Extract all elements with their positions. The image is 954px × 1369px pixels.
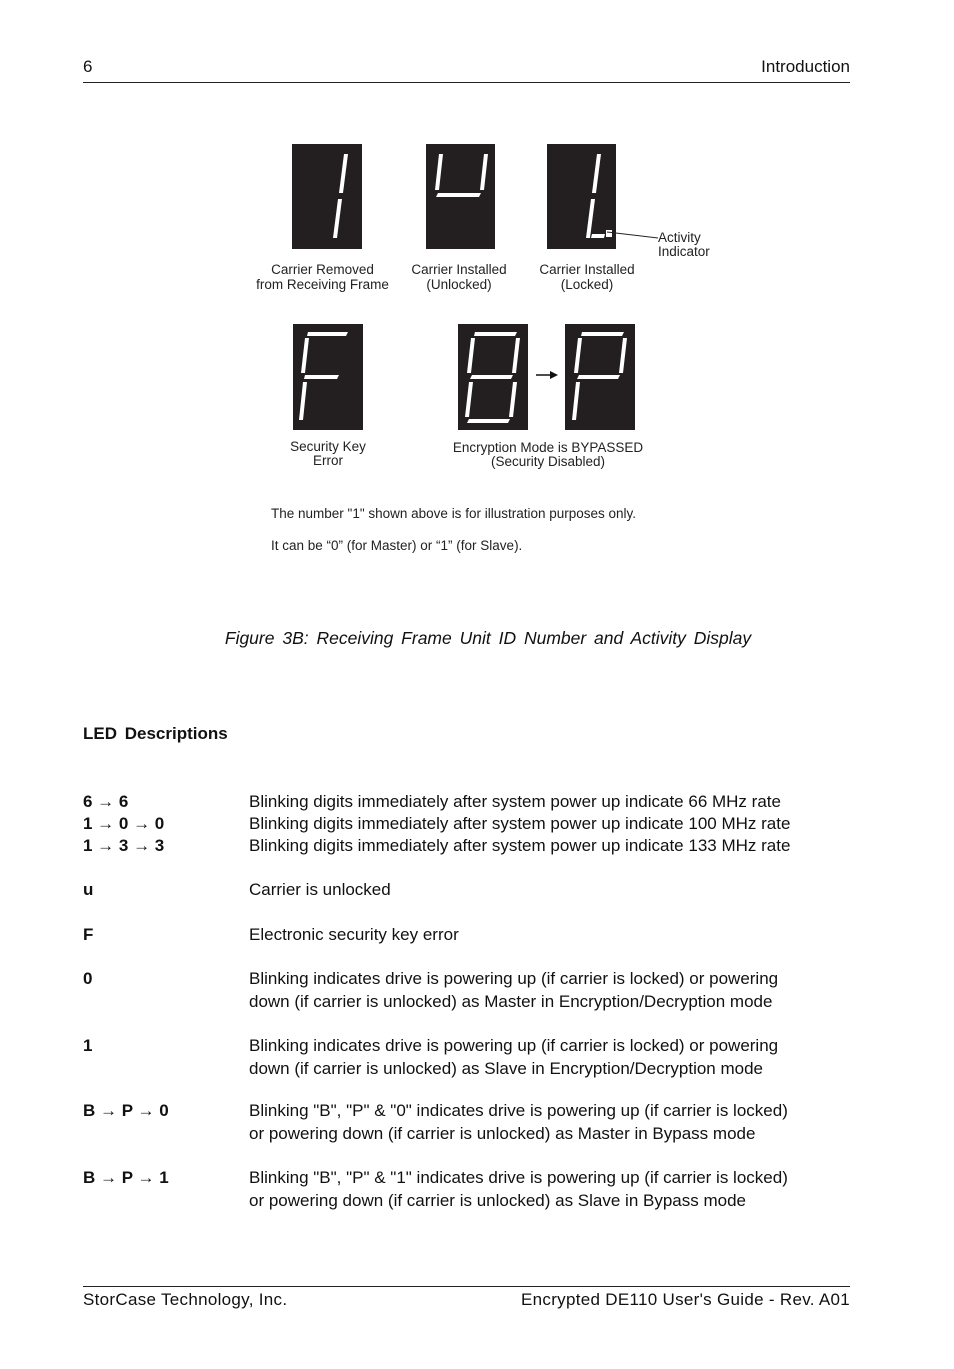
led-description: Blinking "B", "P" & "1" indicates drive is powering up (if carrier is locked) or powering down (if carrier is unlocked) as Slave in Bypass mode	[249, 1168, 788, 1210]
led-description: Blinking digits immediately after system power up indicate 133 MHz rate	[249, 836, 791, 855]
header-section-title: Introduction	[761, 57, 850, 76]
seven-segment-b-glyph	[458, 324, 528, 430]
led-code: 0	[83, 969, 93, 988]
led-description: Carrier is unlocked	[249, 880, 391, 899]
page-number: 6	[83, 57, 93, 76]
seven-segment-1-glyph	[292, 144, 362, 249]
led-display-carrier-unlocked	[426, 144, 495, 249]
led-code: u	[83, 880, 94, 899]
arrow-right-icon	[534, 368, 560, 382]
activity-indicator-label: Activity Indicator	[658, 230, 710, 259]
led-code: 1 → 3 → 3	[83, 836, 165, 855]
led-description: Blinking indicates drive is powering up (if carrier is locked) or powering down (if carrier is unlocked) as Slave in Encryption/Decryption mode	[249, 1036, 779, 1078]
activity-indicator-leader-line	[605, 228, 660, 242]
led-description: Electronic security key error	[249, 925, 459, 944]
seven-segment-p-glyph	[565, 324, 635, 430]
led-display-bypass-p	[565, 324, 635, 430]
led-code: 1	[83, 1036, 93, 1055]
footer-rule	[83, 1286, 850, 1287]
led-description: Blinking indicates drive is powering up (if carrier is locked) or powering down (if carrier is unlocked) as Master in Encryption/Decryption mode	[249, 969, 779, 1011]
caption-carrier-installed-unlocked: Carrier Installed (Unlocked)	[411, 262, 507, 292]
caption-security-key-error: Security Key Error	[290, 439, 366, 468]
led-display-carrier-removed	[292, 144, 362, 249]
caption-encryption-bypassed: Encryption Mode is BYPASSED (Security Disabled)	[452, 440, 644, 469]
led-code: 1 → 0 → 0	[83, 814, 165, 833]
led-description: Blinking "B", "P" & "0" indicates drive is powering up (if carrier is locked) or powering down (if carrier is unlocked) as Master in Bypass mode	[249, 1101, 788, 1143]
figure-caption: Figure 3B: Receiving Frame Unit ID Number and Activity Display	[224, 628, 752, 648]
footer-company: StorCase Technology, Inc.	[83, 1290, 288, 1309]
led-code: B → P → 0	[83, 1101, 169, 1120]
seven-segment-u-glyph	[426, 144, 495, 249]
led-code: B → P → 1	[83, 1168, 169, 1187]
led-description: Blinking digits immediately after system power up indicate 66 MHz rate	[249, 792, 781, 811]
header-rule	[83, 82, 850, 83]
section-heading: LED Descriptions	[83, 724, 228, 743]
led-description: Blinking digits immediately after system power up indicate 100 MHz rate	[249, 814, 791, 833]
figure-note-line1: The number "1" shown above is for illustration purposes only.	[271, 506, 637, 521]
caption-carrier-removed: Carrier Removed from Receiving Frame	[256, 262, 389, 292]
footer-document-title: Encrypted DE110 User's Guide - Rev. A01	[521, 1290, 850, 1309]
led-display-bypass-b	[458, 324, 528, 430]
led-code: F	[83, 925, 94, 944]
led-code: 6 → 6	[83, 792, 129, 811]
seven-segment-f-glyph	[293, 324, 363, 430]
figure-note-line2: It can be “0” (for Master) or “1” (for Slave).	[271, 538, 523, 553]
led-display-security-key-error	[293, 324, 363, 430]
caption-carrier-installed-locked: Carrier Installed (Locked)	[539, 262, 635, 292]
